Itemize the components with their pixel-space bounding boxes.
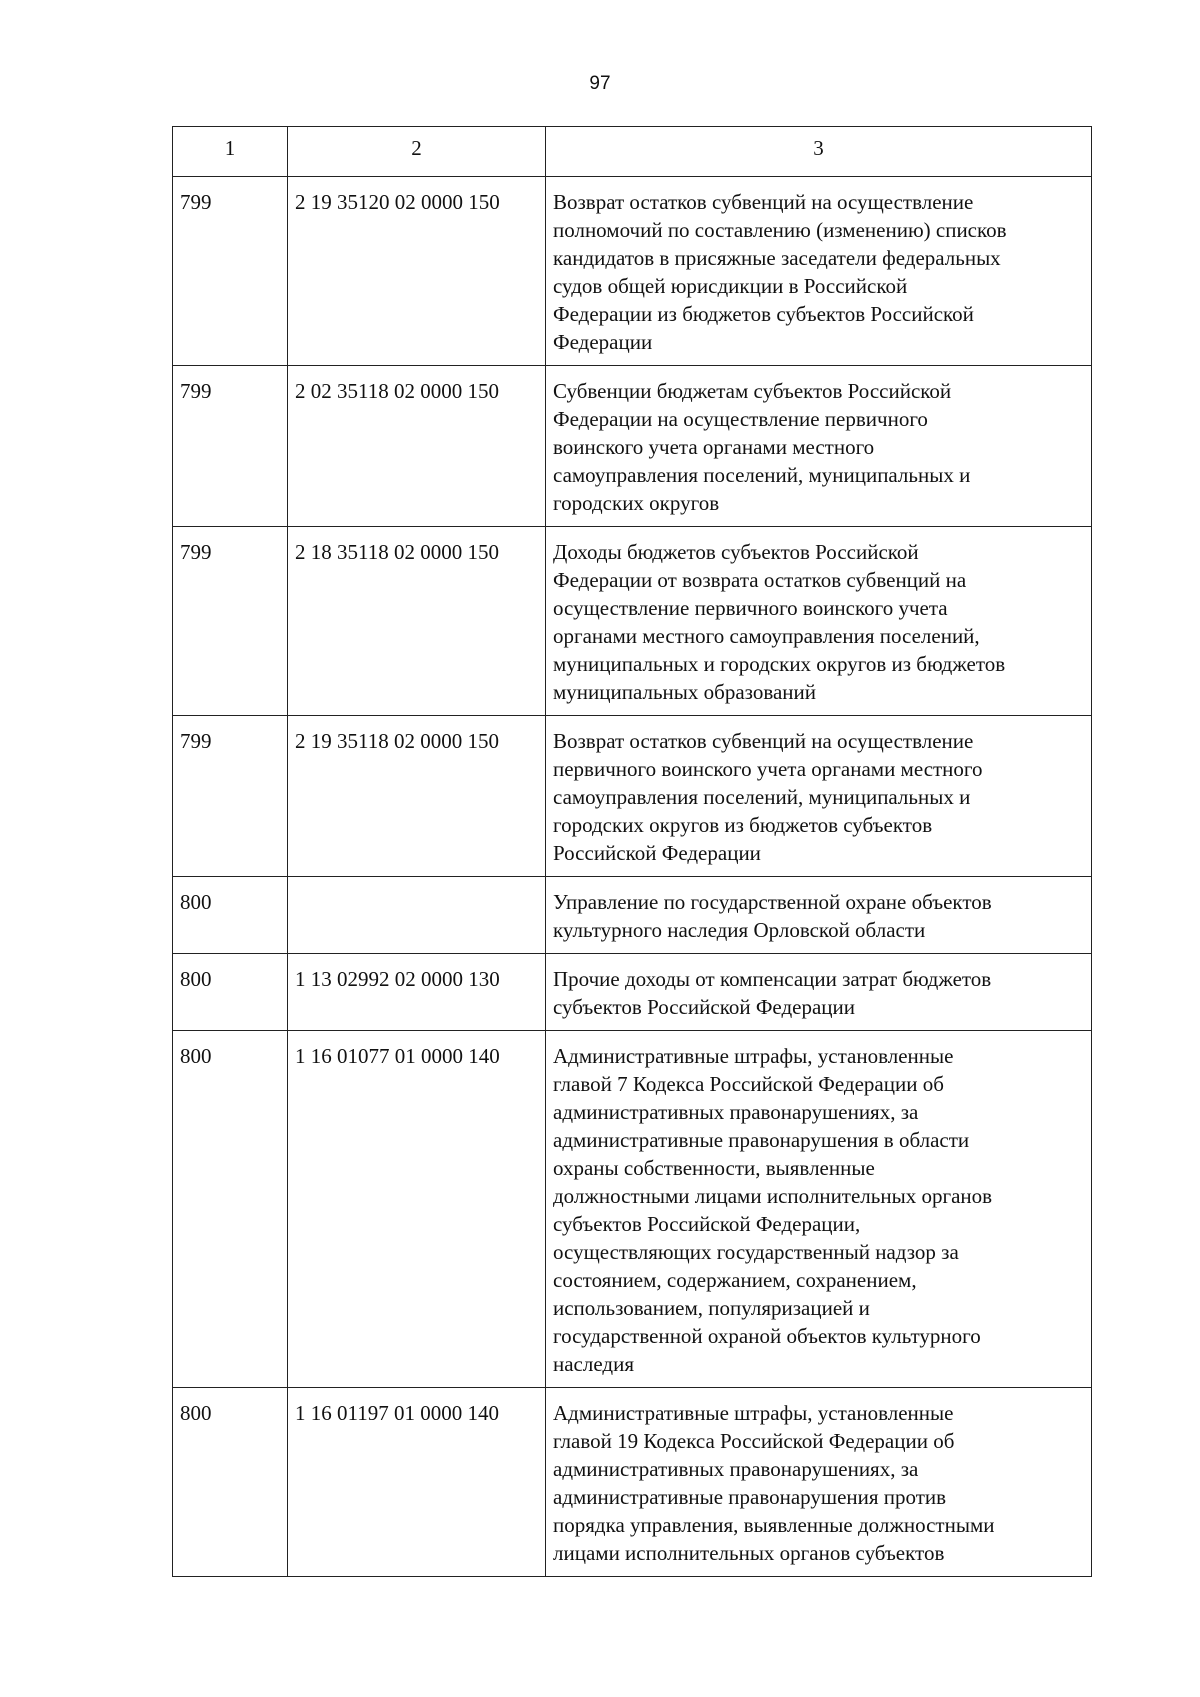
description-line: органами местного самоуправления поселений, [553,624,980,648]
admin-code-cell: 799 [173,366,288,527]
description-line: Российской Федерации [553,841,761,865]
revenue-description-cell [546,177,1092,366]
description-line: использованием, популяризацией и [553,1296,870,1320]
description-line: Управление по государственной охране объектов [553,890,992,914]
description-line: Субвенции бюджетам субъектов Российской [553,379,952,403]
budget-classification-code-cell: 1 16 01197 01 0000 140 [288,1388,546,1577]
page-number: 97 [589,73,611,94]
description-line: полномочий по составлению (изменению) списков [553,218,1007,242]
revenue-description-cell [546,716,1092,877]
description-line: главой 19 Кодекса Российской Федерации об [553,1429,955,1453]
admin-code-cell: 799 [173,527,288,716]
description-line: порядка управления, выявленные должностными [553,1513,995,1537]
description-line: самоуправления поселений, муниципальных и [553,463,971,487]
description-line: лицами исполнительных органов субъектов [553,1541,945,1565]
table-row [173,954,1092,1031]
table-header-row [173,127,1092,177]
revenue-description-cell [546,954,1092,1031]
admin-code-cell: 800 [173,954,288,1031]
table-row [173,366,1092,527]
description-line: культурного наследия Орловской области [553,918,926,942]
column-header-1: 1 [173,127,288,177]
admin-code-cell: 800 [173,1031,288,1388]
description-line: главой 7 Кодекса Российской Федерации об [553,1072,944,1096]
table-row [173,877,1092,954]
admin-code-cell: 800 [173,1388,288,1577]
description-line: Возврат остатков субвенций на осуществление [553,190,974,214]
description-line: Федерации [553,330,653,354]
revenue-description-cell [546,366,1092,527]
description-line: Федерации от возврата остатков субвенций на [553,568,967,592]
description-line: осуществление первичного воинского учета [553,596,948,620]
budget-classification-code-cell: 2 02 35118 02 0000 150 [288,366,546,527]
budget-classification-code-cell: 2 19 35118 02 0000 150 [288,716,546,877]
description-line: Административные штрафы, установленные [553,1401,954,1425]
revenue-description-cell [546,877,1092,954]
budget-classification-code-cell: 1 13 02992 02 0000 130 [288,954,546,1031]
table-row [173,1388,1092,1577]
table-row [173,527,1092,716]
description-line: Возврат остатков субвенций на осуществление [553,729,974,753]
description-line: самоуправления поселений, муниципальных и [553,785,971,809]
description-line: муниципальных и городских округов из бюджетов [553,652,1006,676]
admin-code-cell: 799 [173,716,288,877]
table-row [173,1031,1092,1388]
description-line: наследия [553,1352,634,1376]
description-line: Административные штрафы, установленные [553,1044,954,1068]
description-line: Федерации на осуществление первичного [553,407,928,431]
description-line: субъектов Российской Федерации, [553,1212,861,1236]
revenue-description-cell [546,1031,1092,1388]
description-line: административные правонарушения против [553,1485,947,1509]
description-line: Прочие доходы от компенсации затрат бюджетов [553,967,992,991]
description-line: Федерации из бюджетов субъектов Российской [553,302,974,326]
budget-classification-code-cell [288,877,546,954]
admin-code-cell: 799 [173,177,288,366]
description-line: административные правонарушения в области [553,1128,970,1152]
admin-code-cell: 800 [173,877,288,954]
description-line: городских округов [553,491,720,515]
description-line: государственной охраной объектов культурного [553,1324,981,1348]
budget-classification-code-cell: 2 19 35120 02 0000 150 [288,177,546,366]
description-line: воинского учета органами местного [553,435,875,459]
description-line: охраны собственности, выявленные [553,1156,875,1180]
description-line: административных правонарушениях, за [553,1457,919,1481]
revenue-description-cell [546,1388,1092,1577]
description-line: кандидатов в присяжные заседатели федеральных [553,246,1001,270]
revenue-codes-table [172,126,1092,1577]
description-line: муниципальных образований [553,680,816,704]
revenue-description-cell [546,527,1092,716]
table-row [173,716,1092,877]
description-line: первичного воинского учета органами местного [553,757,983,781]
table-body [173,177,1092,1577]
description-line: осуществляющих государственный надзор за [553,1240,959,1264]
description-line: городских округов из бюджетов субъектов [553,813,933,837]
description-line: Доходы бюджетов субъектов Российской [553,540,919,564]
budget-classification-code-cell: 2 18 35118 02 0000 150 [288,527,546,716]
description-line: субъектов Российской Федерации [553,995,856,1019]
description-line: должностными лицами исполнительных органов [553,1184,993,1208]
column-header-3: 3 [546,127,1092,177]
table-row [173,177,1092,366]
budget-classification-code-cell: 1 16 01077 01 0000 140 [288,1031,546,1388]
description-line: судов общей юрисдикции в Российской [553,274,908,298]
column-header-2: 2 [288,127,546,177]
description-line: состоянием, содержанием, сохранением, [553,1268,917,1292]
description-line: административных правонарушениях, за [553,1100,919,1124]
